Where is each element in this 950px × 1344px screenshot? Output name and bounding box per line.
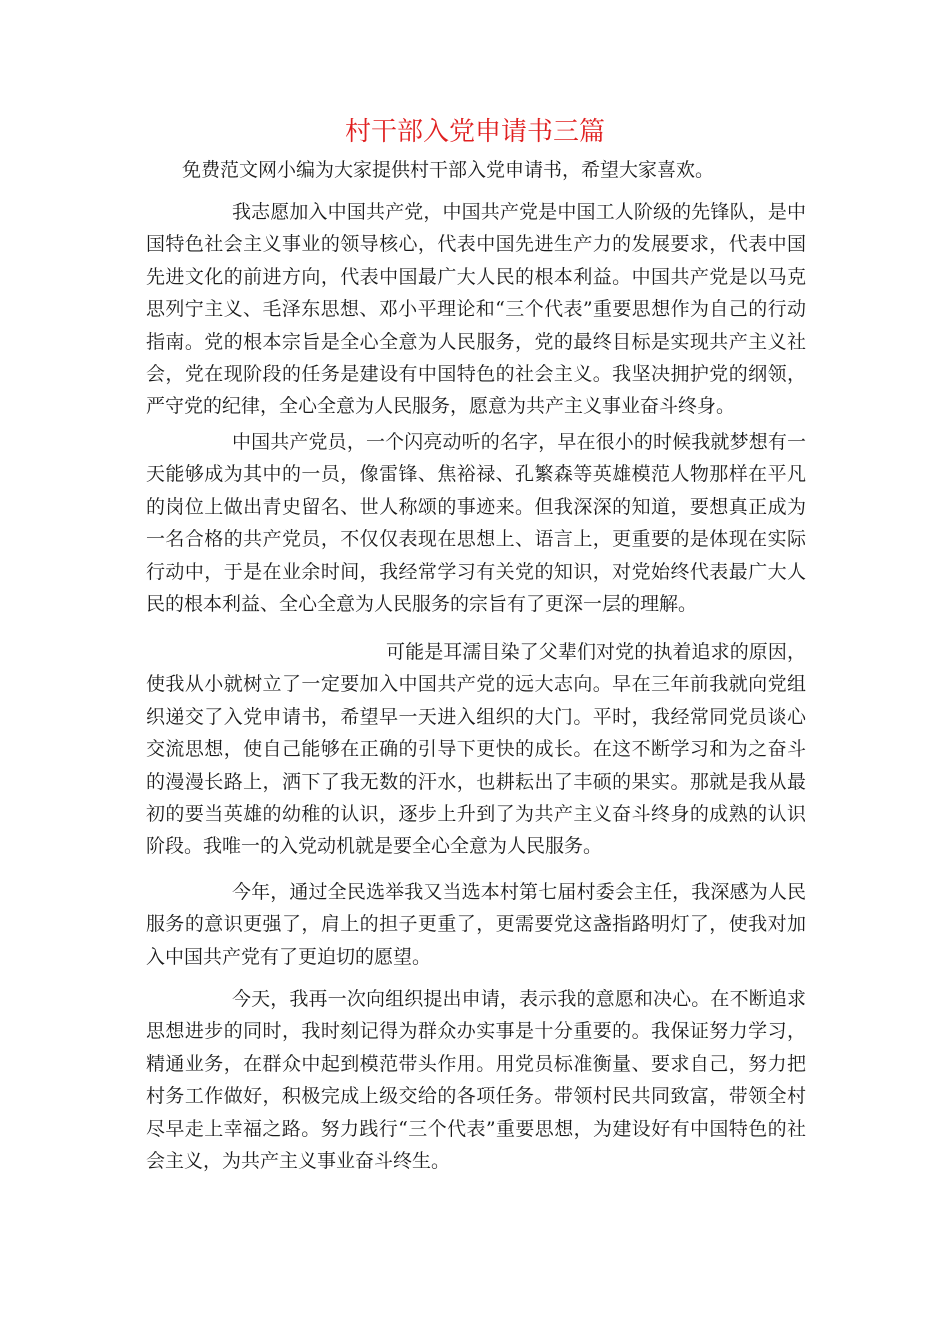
body-paragraph-3: 可能是耳濡目染了父辈们对党的执着追求的原因，使我从小就树立了一定要加入中国共产党的远大志向。早在三年前我就向党组织递交了入党申请书，希望早一天进入组织的大门。平时，我经常同党员谈心交流思想，使自己能够在正确的引导下更快的成长。在这不断学习和为之奋斗的漫漫长路上，洒下了我无数的汗水，也耕耘出了丰硕的果实。那就是我从最初的要当英雄的幼稚的认识，逐步上升到了为共产主义奋斗终身的成熟的认识阶段。我唯一的入党动机就是要全心全意为人民服务。 <box>146 641 806 858</box>
intro-paragraph: 免费范文网小编为大家提供村干部入党申请书，希望大家喜欢。 <box>182 159 715 181</box>
body-paragraph-4: 今年，通过全民选举我又当选本村第七届村委会主任，我深感为人民服务的意识更强了，肩上的担子更重了，更需要党这盏指路明灯了，使我对加入中国共产党有了更迫切的愿望。 <box>146 881 806 968</box>
body-paragraph-5: 今天，我再一次向组织提出申请，表示我的意愿和决心。在不断追求思想进步的同时，我时刻记得为群众办实事是十分重要的。我保证努力学习，精通业务，在群众中起到模范带头作用。用党员标准衡量、要求自己，努力把村务工作做好，积极完成上级交给的各项任务。带领村民共同致富，带领全村尽早走上幸福之路。努力践行“三个代表”重要思想，为建设好有中国特色的社会主义，为共产主义事业奋斗终生。 <box>146 988 806 1173</box>
body-paragraph-2: 中国共产党员，一个闪亮动听的名字，早在很小的时候我就梦想有一天能够成为其中的一员，像雷锋、焦裕禄、孔繁森等英雄模范人物那样在平凡的岗位上做出青史留名、世人称颂的事迹来。但我深深的知道，要想真正成为一名合格的共产党员，不仅仅表现在思想上、语言上，更重要的是体现在实际行动中，于是在业余时间，我经常学习有关党的知识，对党始终代表最广大人民的根本利益、全心全意为人民服务的宗旨有了更深一层的理解。 <box>146 431 806 616</box>
document-title: 村干部入党申请书三篇 <box>344 117 605 147</box>
body-paragraph-1: 我志愿加入中国共产党，中国共产党是中国工人阶级的先锋队，是中国特色社会主义事业的领导核心，代表中国先进生产力的发展要求，代表中国先进文化的前进方向，代表中国最广大人民的根本利益。中国共产党是以马克思列宁主义、毛泽东思想、邓小平理论和“三个代表”重要思想作为自己的行动指南。党的根本宗旨是全心全意为人民服务，党的最终目标是实现共产主义社会，党在现阶段的任务是建设有中国特色的社会主义。我坚决拥护党的纲领，严守党的纪律，全心全意为人民服务，愿意为共产主义事业奋斗终身。 <box>146 201 806 418</box>
